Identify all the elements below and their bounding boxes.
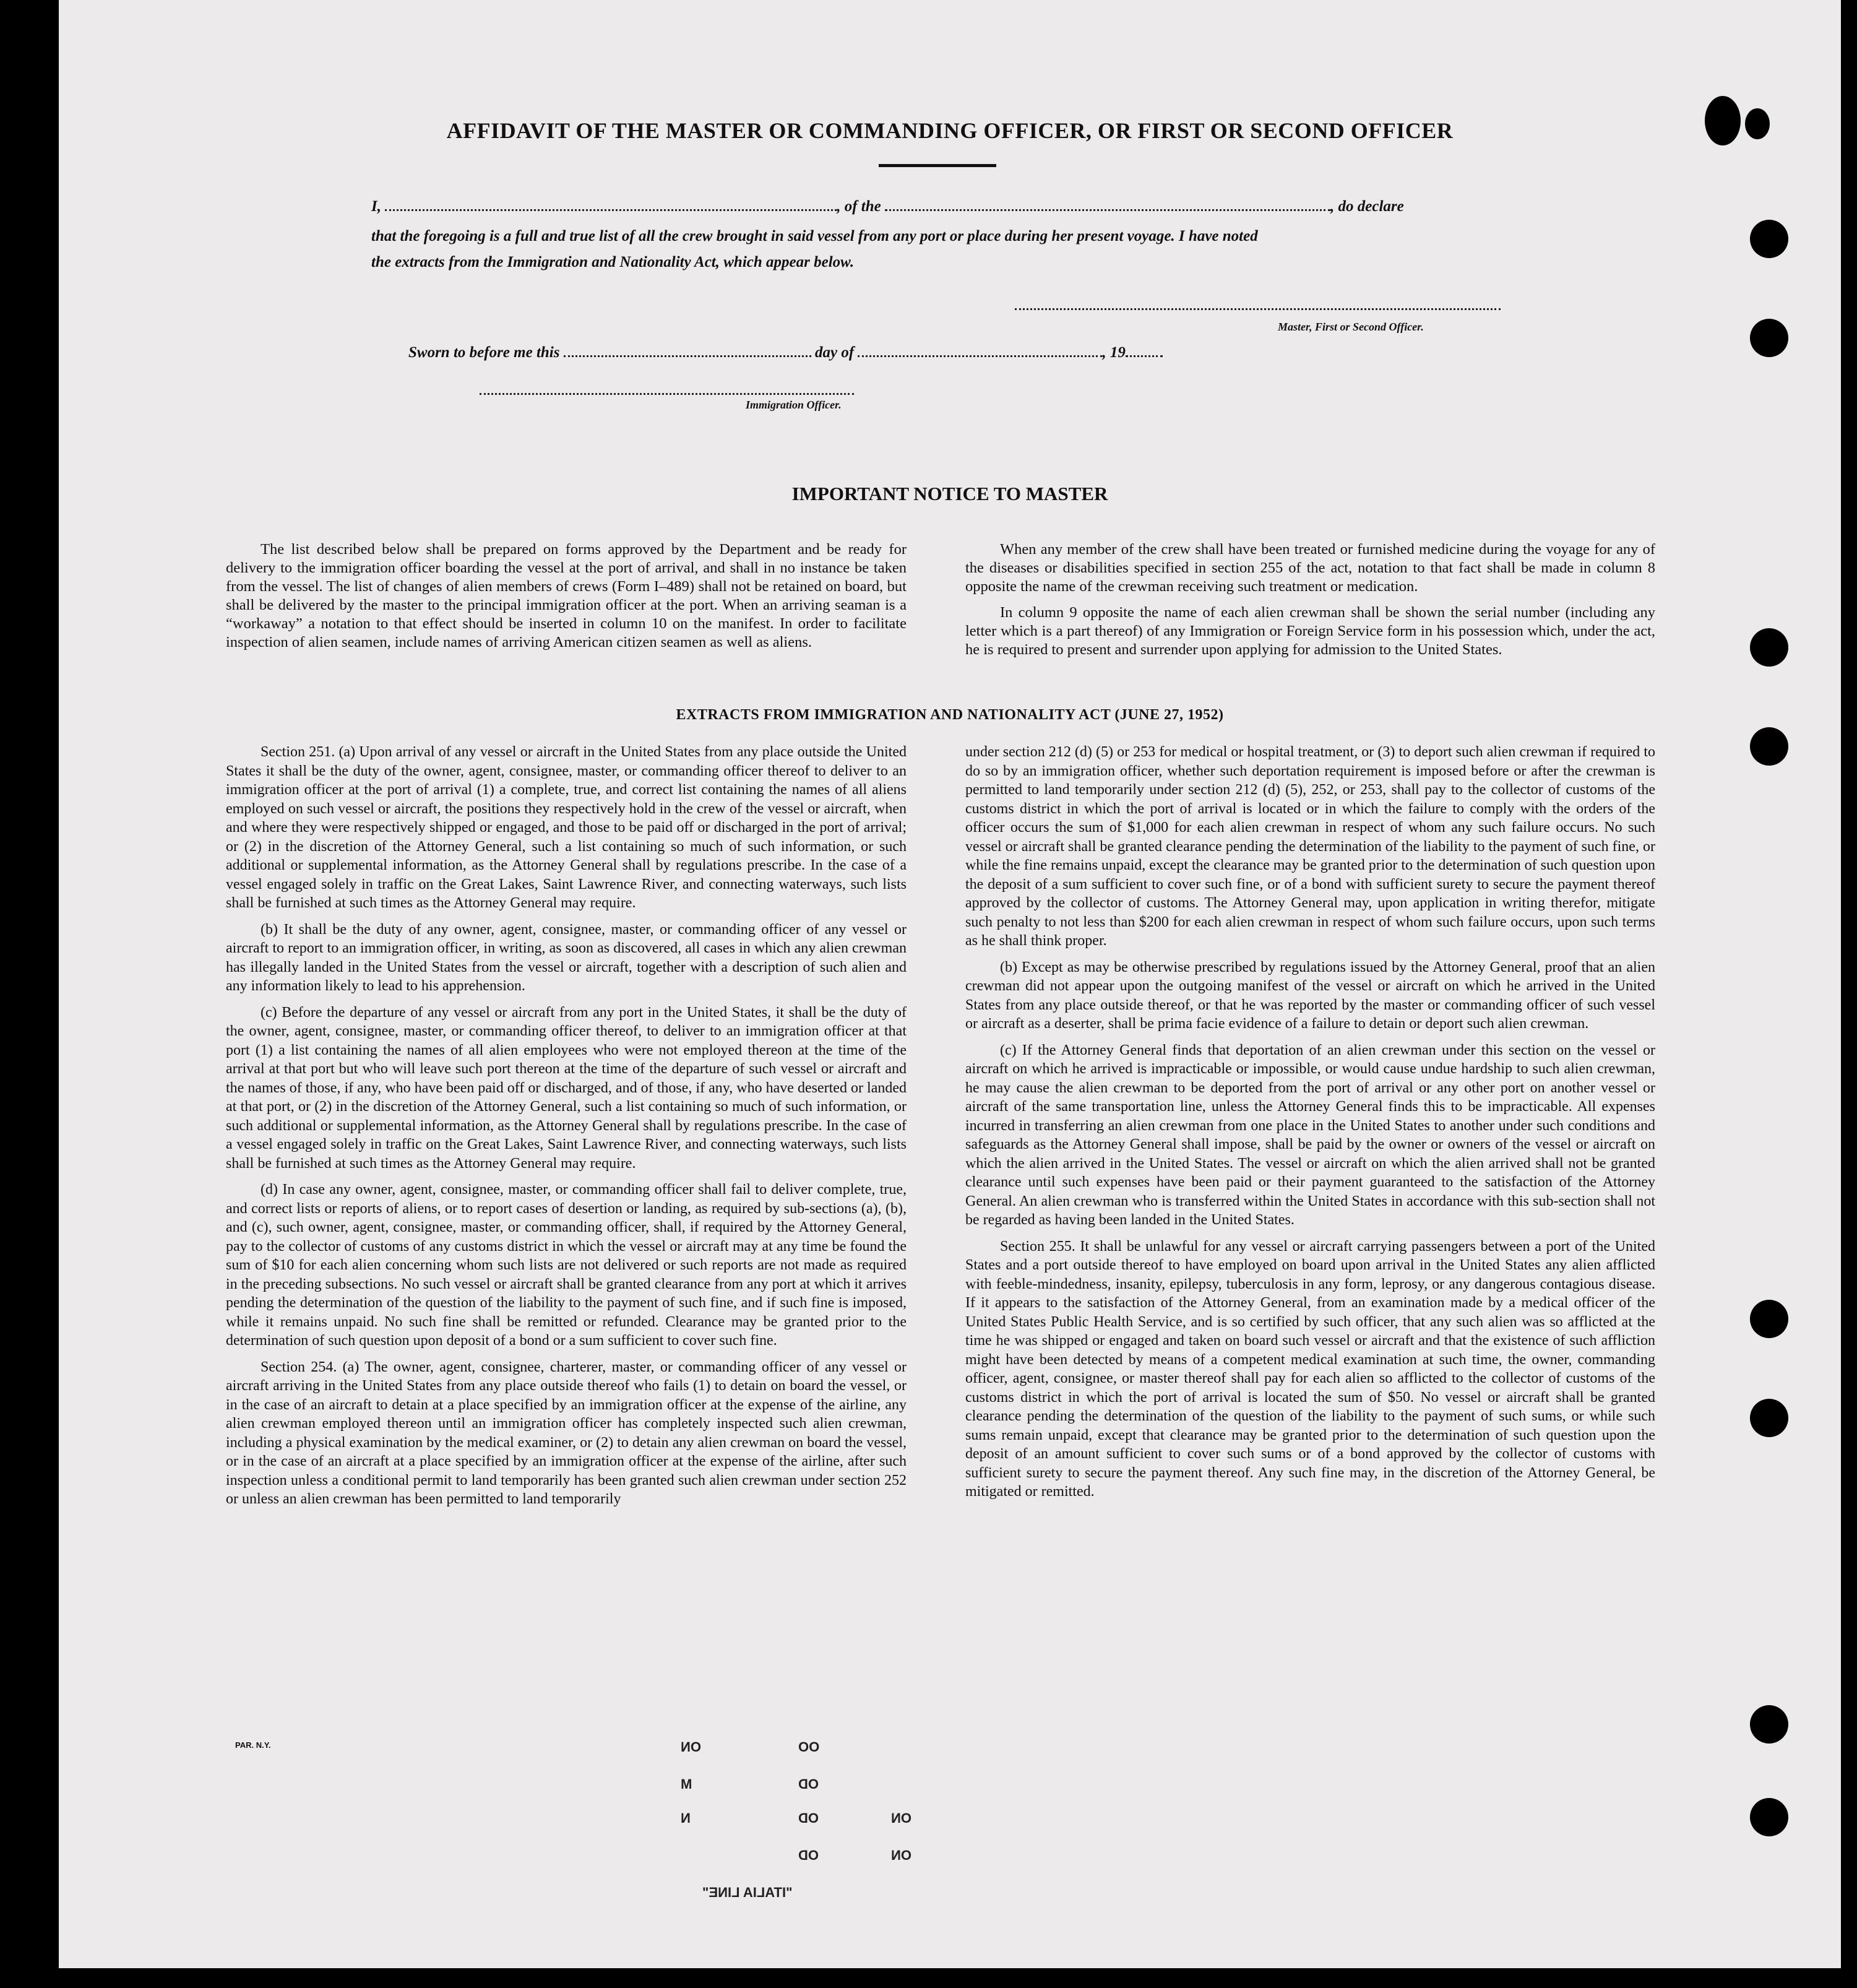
punch-hole [1750, 628, 1788, 667]
master-signature-field[interactable] [1015, 308, 1501, 310]
punch-hole [1750, 1399, 1788, 1437]
section-paragraph: Section 255. It shall be unlawful for any vessel or aircraft carrying passengers between a port of the United States and a port outside thereof to have employed on board upon arrival in the United States any alien afflicted with feeble-mindedness, insanity, epilepsy, tuberculosis in any form, leprosy, or any dangerous contagious disease. If it appears to the satisfaction of the Attorney General, from an examination made by a medical officer of the United States Public Health Service, and is so certified by such officer, that any such alien was so afflicted at the time he was shipped or engaged and taken on board such vessel or aircraft and that the existence of such affliction might have been detected by means of a competent medical examination at such time, the owner, commanding officer, agent, consignee, or master thereof shall pay for each alien so afflicted to the collector of customs of the customs district in which the port of arrival is located the sum of $50. No vessel or aircraft shall be granted clearance pending the determination of the question of the liability to the payment of such sums, or while such sums remain unpaid, except that clearance may be granted prior to the determination of such question upon the deposit of an amount sufficient to cover such sums or of a bond approved by the collector of customs with sufficient surety to secure the payment thereof. Any such fine may, in the discretion of the Attorney General, be mitigated or remitted. [965, 1238, 1655, 1500]
declaration-text-2: that the foregoing is a full and true list of all the crew brought in said vessel from any port or place during her present voyage. I have noted [371, 228, 1258, 244]
immigration-officer-label: Immigration Officer. [746, 399, 842, 411]
year-label: , 19 [1102, 344, 1126, 361]
punch-hole [1750, 220, 1788, 258]
vessel-field[interactable] [885, 197, 1330, 211]
section-paragraph: (b) It shall be the duty of any owner, agent, consignee, master, or commanding officer of any vessel or aircraft to report to an immigration officer, in writing, as soon as discovered, all cases in which any alien crewman has illegally landed in the United States from the vessel or aircraft, together with a description of such alien and any information likely to lead to his apprehension. [226, 921, 907, 994]
section-paragraph: (c) If the Attorney General finds that deportation of an alien crewman under this section on the vessel or aircraft on which he arrived is impracticable or impossible, or would cause undue hardship to such alien crewman, he may cause the alien crewman to be deported from the port of arrival or any other port on another vessel or aircraft of the same transportation line, unless the Attorney General finds this to be impracticable. All expenses incurred in transferring an alien crewman from one place in the United States to another under such conditions and safeguards as the Attorney General shall impose, shall be paid by the owner or owners of the vessel or aircraft on which the alien arrived in the United States. The vessel or aircraft on which the alien arrived shall not be granted clearance until such expenses have been paid or their payment guaranteed to the satisfaction of the Attorney General. An alien crewman who is transferred within the United States in accordance with this sub-section shall not be regarded as having been landed in the United States. [965, 1042, 1655, 1228]
declaration-text-3: the extracts from the Immigration and Nationality Act, which appear below. [371, 254, 855, 270]
stamp-mark: ON [891, 1810, 911, 1826]
sworn-label: Sworn to before me this [408, 344, 560, 361]
stamp-mark: ON [891, 1848, 911, 1863]
punch-hole [1750, 1705, 1788, 1744]
i-label: I, [371, 198, 381, 215]
of-the-label: , of the [837, 198, 881, 215]
stamp-mark: N [681, 1810, 691, 1826]
stamp-mark: M [681, 1776, 692, 1792]
punch-hole [1750, 1300, 1788, 1338]
title-rule [879, 164, 996, 167]
punch-hole [1750, 727, 1788, 766]
name-field[interactable] [385, 197, 837, 211]
sworn-month-field[interactable] [858, 343, 1102, 357]
affidavit-title: AFFIDAVIT OF THE MASTER OR COMMANDING OFFICER, OR FIRST OR SECOND OFFICER [446, 118, 1454, 143]
stamp-mark: OO [798, 1739, 820, 1755]
extracts-right-column [965, 743, 1655, 1509]
section-paragraph: (c) Before the departure of any vessel or aircraft from any port in the United States, it shall be the duty of the owner, agent, consignee, master, or commanding officer thereof, to deliver to an immigration officer at that port (1) a list containing the names of all alien employees who were not employed thereon at the time of the arrival at that port but who will leave such port thereon at the time of the departure of such vessel or aircraft and the names of those, if any, who have been paid off or discharged, and of those, if any, who have deserted or landed at that port, or (2) in the discretion of the Attorney General, such a list containing so much of such information, or such additional or supplemental information, as the Attorney General shall by regulations prescribe. In the case of a vessel engaged solely in traffic on the Great Lakes, Saint Lawrence River, and connecting waterways, such lists shall be furnished at such times as the Attorney General may require. [226, 1004, 907, 1172]
stamp-mark: OD [798, 1848, 819, 1863]
sworn-day-field[interactable] [564, 343, 811, 357]
section-paragraph: Section 254. (a) The owner, agent, consignee, charterer, master, or commanding officer of any vessel or aircraft arriving in the United States from any place outside thereof who fails (1) to detain on board the vessel, or in the case of an aircraft to detain at a place specified by an immigration officer at the expense of the airline, any alien crewman employed thereon until an immigration officer has completely inspected such alien crewman, including a physical examination by the medical examiner, or (2) to detain any alien crewman on board the vessel, or in the case of an aircraft at a place specified by an immigration officer at the expense of the airline, after such inspection unless a conditional permit to land temporarily has been granted such alien crewman under section 252 or unless an alien crewman has been permitted to land temporarily [226, 1359, 907, 1507]
section-paragraph: (d) In case any owner, agent, consignee, master, or commanding officer shall fail to deliver complete, true, and correct lists or reports of aliens, or to report cases of desertion or landing, as required by sub-sections (a), (b), and (c), such owner, agent, consignee, master, or commanding officer, shall, if required by the Attorney General, pay to the collector of customs of any customs district in which the vessel or aircraft may at any time be found the sum of $10 for each alien concerning whom such lists are not delivered or such reports are not made as required in the preceding subsections. No such vessel or aircraft shall be granted clearance from any port at which it arrives pending the determination of the question of the liability to the payment of such fine, and if such fine is imposed, while it remains unpaid. No such fine shall be remitted or refunded. Clearance may be granted prior to the determination of such question upon deposit of a bond or a sum sufficient to cover such fine. [226, 1182, 907, 1349]
notice-title: IMPORTANT NOTICE TO MASTER [791, 483, 1108, 504]
stamp-mark: OD [798, 1810, 819, 1826]
extracts-title: EXTRACTS FROM IMMIGRATION AND NATIONALITY ACT (JUNE 27, 1952) [676, 707, 1224, 723]
notice-right-column [965, 540, 1655, 667]
extracts-left-column [226, 743, 907, 1516]
section-paragraph: (b) Except as may be otherwise prescribed by regulations issued by the Attorney General, proof that an alien crewman did not appear upon the outgoing manifest of the vessel or aircraft on which he arrived in the United States from any place outside thereof, or that he was reported by the master or commanding officer of such vessel or aircraft as a deserter, shall be prima facie evidence of a failure to detain or deport such alien crewman. [965, 959, 1655, 1032]
printer-code: PAR. N.Y. [235, 1740, 271, 1750]
notice-paragraph: The list described below shall be prepared on forms approved by the Department and be ready for delivery to the immigration officer boarding the vessel at the port of arrival, and shall in no instance be taken from the vessel. The list of changes of alien members of crews (Form I–489) shall not be retained on board, but shall be delivered by the master to the principal immigration officer at the port. When an arriving seaman is a “workaway” a notation to that effect should be inserted in column 10 on the manifest. In order to facilitate inspection of alien seamen, include names of arriving American citizen seamen as well as aliens. [226, 541, 907, 650]
stamp-mark: OD [798, 1776, 819, 1792]
section-paragraph: under section 212 (d) (5) or 253 for medical or hospital treatment, or (3) to deport such alien crewman if required to do so by an immigration officer, whether such deportation requirement is imposed before or after the crewman is permitted to land temporarily under section 212 (d) (5), 252, or 253, shall pay to the collector of customs of the customs district in which the port of arrival is located or in which the failure to comply with the orders of the officer occurs the sum of $1,000 for each alien crewman in respect of whom any such failure occurs. No such vessel or aircraft shall be granted clearance pending the determination of the liability to the payment of such fine, or while the fine remains unpaid, except the clearance may be granted prior to the determination of such question upon the deposit of a sum sufficient to cover such fine, or of a bond with sufficient surety to secure the payment thereof approved by the collector of customs. The Attorney General may, upon application in writing therefor, mitigate such penalty to not less than $200 for each alien crewman in respect of whom such failure occurs, upon such terms as he shall think proper. [965, 744, 1655, 949]
document-page [59, 0, 1841, 1968]
sworn-year-field[interactable] [1126, 343, 1163, 357]
sworn-line [408, 343, 1163, 361]
punch-hole [1750, 319, 1788, 357]
punch-hole [1750, 1798, 1788, 1836]
day-of-label: day of [814, 344, 855, 361]
immigration-officer-signature-field[interactable] [480, 393, 854, 395]
stamp-mark: ON [681, 1739, 701, 1755]
notice-paragraph: When any member of the crew shall have been treated or furnished medicine during the voyage for any of the diseases or disabilities specified in section 255 of the act, notation to that fact shall be made in column 8 opposite the name of the crewman receiving such treatment or medication. [965, 541, 1655, 595]
italia-line-stamp: "ITALIA LINE" [702, 1885, 793, 1900]
notice-paragraph: In column 9 opposite the name of each alien crewman shall be shown the serial number (including any letter which is a part thereof) of any Immigration or Foreign Service form in his possession which, under the act, he is required to present and surrender upon applying for admission to the United States. [965, 604, 1655, 658]
section-paragraph: Section 251. (a) Upon arrival of any vessel or aircraft in the United States from any place outside the United States it shall be the duty of the owner, agent, consignee, master, or commanding officer thereof to deliver to an immigration officer at the port of arrival (1) a complete, true, and correct list containing the names of all aliens employed on such vessel or aircraft, the positions they respectively hold in the crew of the vessel or aircraft, when and where they were respectively shipped or engaged, and those to be paid off or discharged in the port of arrival; or (2) in the discretion of the Attorney General, such a list containing so much of such information, or such additional or supplemental information, as the Attorney General shall by regulations prescribe. In the case of a vessel engaged solely in traffic on the Great Lakes, Saint Lawrence River, and connecting waterways, such lists shall be furnished at such times as the Attorney General may require. [226, 744, 907, 911]
notice-left-column [226, 540, 907, 659]
declaration-line [371, 197, 1584, 215]
do-declare-label: , do declare [1330, 198, 1404, 215]
master-signature-label: Master, First or Second Officer. [1278, 321, 1424, 333]
